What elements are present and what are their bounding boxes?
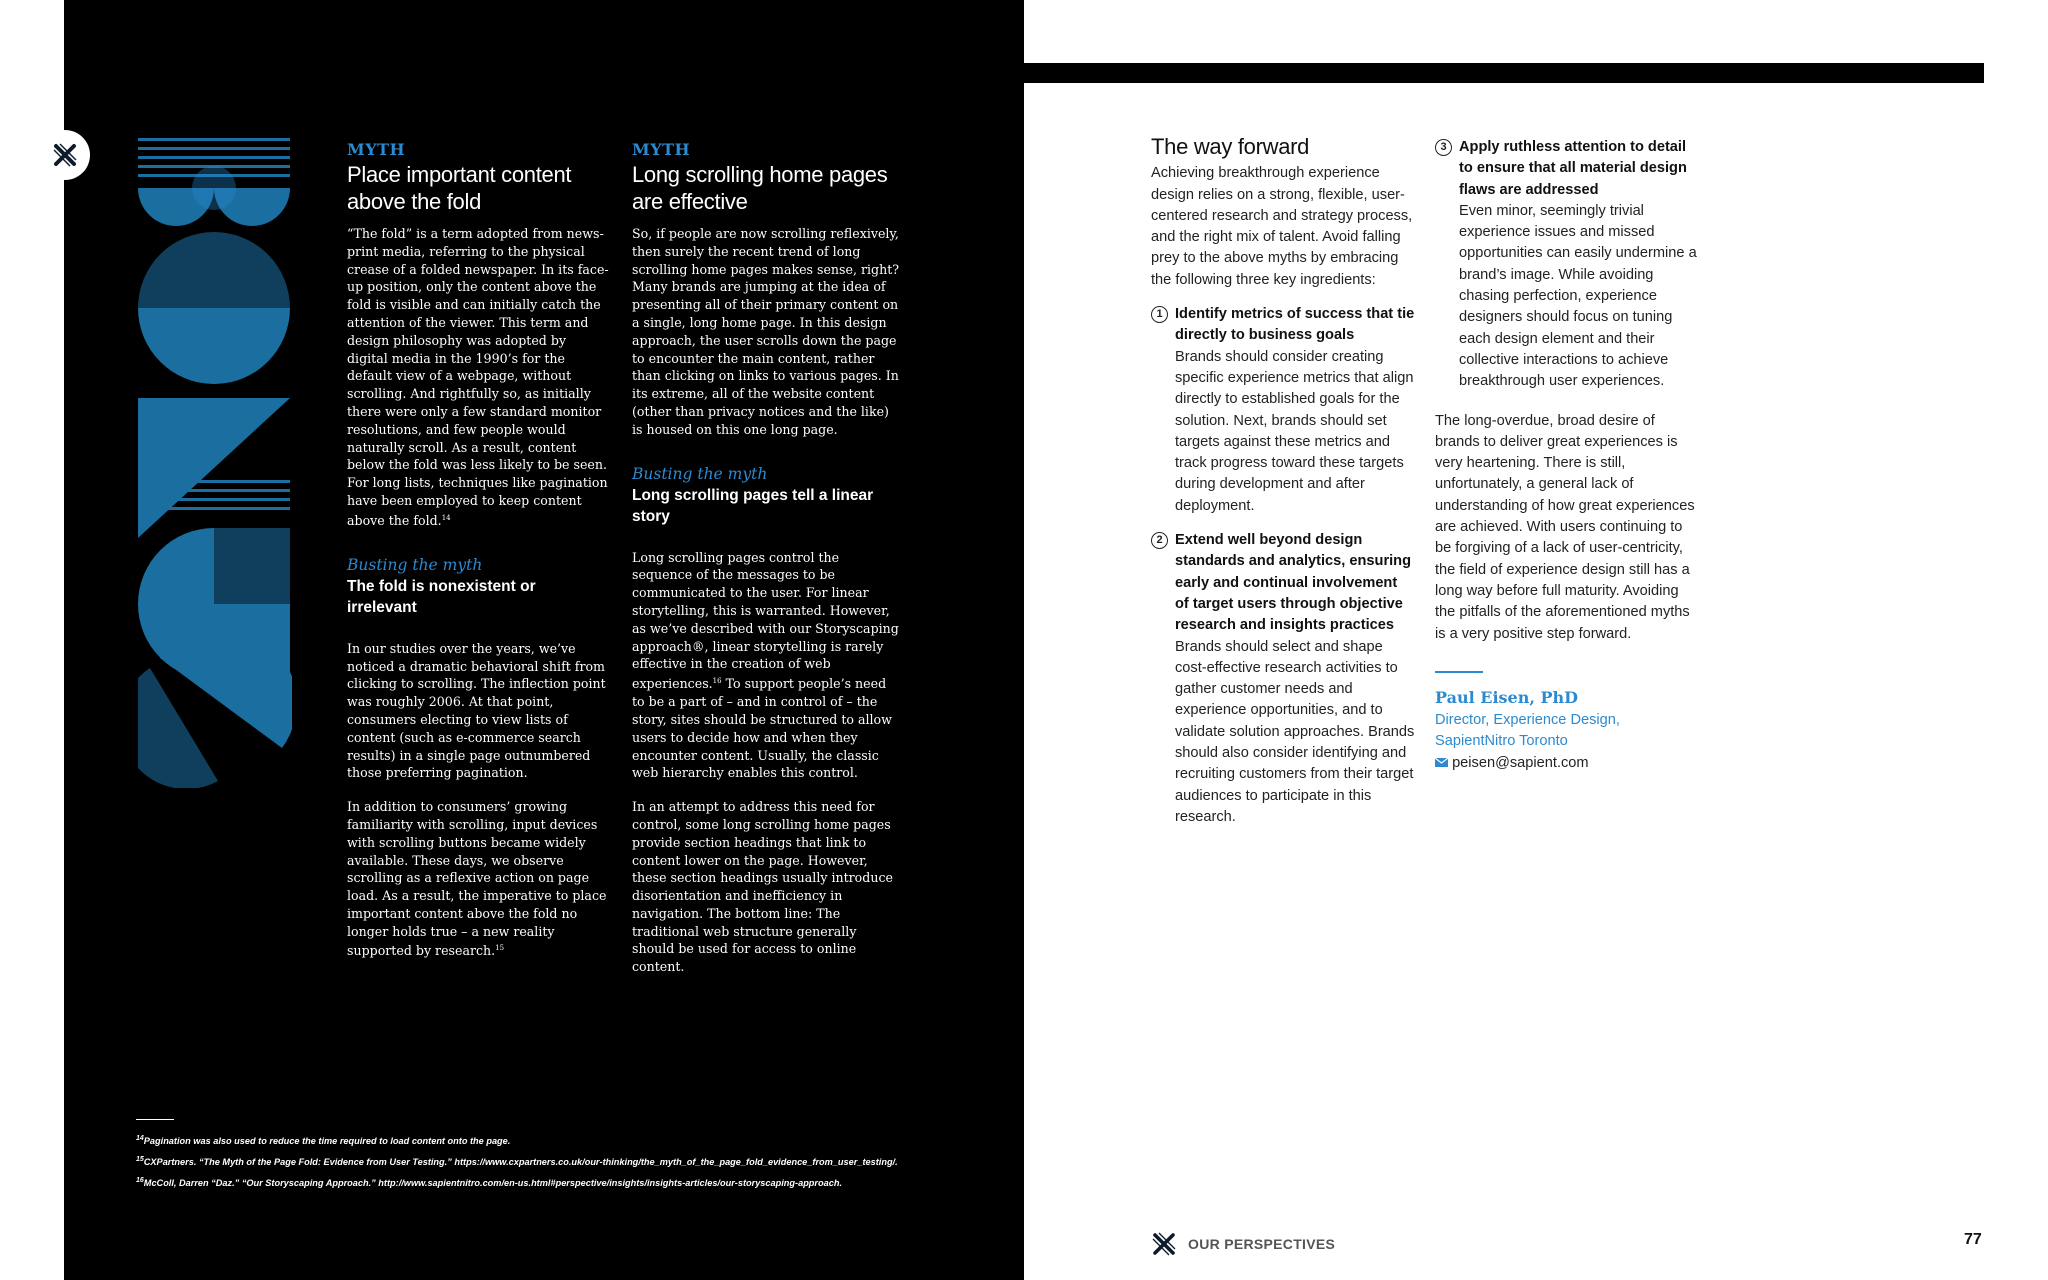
author-role-line1: Director, Experience Design, (1435, 712, 1620, 729)
page-number: 77 (1964, 1231, 1982, 1248)
way-forward-column-2 (1435, 137, 1697, 774)
footnote-text[interactable]: McColl, Darren “Daz.” “Our Storyscaping Approach.” http://www.sapientnitro.com/en-us.html#perspective/insights/insights-articles/our-storyscaping-approach. (143, 1178, 842, 1189)
myth2-bust-title: Long scrolling pages tell a linear story (632, 486, 874, 525)
author-name: Paul Eisen, PhD (1435, 687, 1579, 707)
myth1-body-text: “The fold” is a term adopted from news-print media, referring to the physical crease of a folded newspaper. In its face-up position, only the content above the fold is visible and can initially catch the attention of the viewer. This term and design philosophy was adopted by digital media in the 1990’s for the default view of a webpage, without scrolling. And rightfully so, as initially there were only a few standard monitor resolutions, and few people would naturally scroll. As a result, content below the fold was less likely to be seen. For long lists, techniques like pagination have been employed to keep content above the fold. (347, 226, 609, 528)
myth2-column (632, 140, 900, 976)
author-role (1435, 710, 1697, 753)
closing-paragraph: The long-overdue, broad desire of brands to deliver great experiences is very heartening. There is still, unfortunately, a general lack of understanding of how great experiences are achieved. With users continuing to be forgiving of a lack of user-centricity, the field of experience design still has a long way before full maturity. Avoiding the pitfalls of the aforementioned myths is a very positive step forward. (1435, 412, 1695, 642)
footnote (136, 1153, 906, 1169)
myth1-title-line1: Place important content (347, 162, 572, 187)
ingredient-1-body: Brands should consider creating specific experience metrics that align directly to established goals for the solution. Next, brands should set targets against these metrics and track progress toward these targets during development and after deployment. (1175, 348, 1414, 514)
myth2-title-line2: are effective (632, 189, 748, 214)
footnote-text: Pagination was also used to reduce the time required to load content onto the page. (143, 1136, 511, 1147)
ingredient-3-body: Even minor, seemingly trivial experience issues and missed opportunities can easily undermine a brand’s image. While avoiding chasing perfection, experience designers should focus on tuning each design element and their collective interactions to achieve breakthrough user experiences. (1459, 202, 1697, 390)
envelope-icon (1435, 758, 1448, 767)
ingredient-2 (1151, 530, 1415, 828)
ingredient-2-title: Extend well beyond design standards and analytics, ensuring early and continual involvement of target users through objective research and insights practices (1175, 532, 1412, 634)
footnote-text[interactable]: CXPartners. “The Myth of the Page Fold: Evidence from User Testing.” https://www.cxpartners.co.uk/our-thinking/the_myth_of_the_page_fold_evidence_from_user_testing/. (143, 1157, 898, 1168)
decorative-graphic (138, 138, 292, 788)
myth1-title (347, 161, 609, 215)
myth2-title-line1: Long scrolling home pages (632, 162, 888, 187)
myth1-label: MYTH (347, 140, 406, 159)
myth2-title (632, 161, 900, 215)
myth1-body (347, 225, 609, 530)
myth1-column (347, 140, 609, 960)
author-email-link[interactable]: peisen@sapient.com (1452, 754, 1589, 771)
myth2-bust-p1a: Long scrolling pages control the sequence of the messages to be communicated to the user. For linear storytelling, this is warranted. However, as we’ve described with our Storyscaping approach®, linear storytelling is rarely effective in the creation of web experiences. (632, 549, 899, 692)
footnote-ref-16[interactable]: 16 (712, 677, 722, 686)
footnote-number: 14 (136, 1135, 144, 1142)
logo-badge (40, 130, 90, 180)
way-forward-intro: Achieving breakthrough experience design relies on a strong, flexible, user-centered research and strategy process, and the right mix of talent. Avoid falling prey to the above myths by embracing the following three key ingredients: (1151, 165, 1413, 288)
myth1-bust-p2 (347, 798, 609, 960)
myth1-bust-label: Busting the myth (347, 555, 483, 574)
myth2-bust-p1 (632, 549, 900, 783)
x-logo-icon (1150, 1230, 1178, 1258)
myth1-title-line2: above the fold (347, 189, 482, 214)
ingredient-2-body: Brands should select and shape cost-effective research activities to gather customer needs and experience opportunities, and to validate solution approaches. Brands should also consider identifying and recruiting customers from their target audiences to participate in this research. (1175, 638, 1415, 825)
myth1-bust-title: The fold is nonexistent or irrelevant (347, 577, 536, 616)
number-1-icon: 1 (1151, 306, 1168, 323)
footnote-ref-14[interactable]: 14 (441, 513, 451, 522)
header-bar (1024, 63, 1984, 83)
way-forward-title: The way forward (1151, 134, 1310, 159)
x-logo-icon (40, 130, 90, 180)
ingredient-1-title: Identify metrics of success that tie directly to business goals (1175, 306, 1415, 344)
myth2-bust-p2: In an attempt to address this need for control, some long scrolling home pages provide section headings that link to content lower on the page. However, these section headings usually introduce disorientation and inefficiency in navigation. The bottom line: The traditional web structure generally should be used for access to online content. (632, 799, 893, 975)
author-divider (1435, 671, 1483, 673)
myth1-bust-p1: In our studies over the years, we’ve noticed a dramatic behavioral shift from clicking to scrolling. The inflection point was roughly 2006. At that point, consumers electing to view lists of content (such as e-commerce search results) in a single page outnumbered those preferring pagination. (347, 640, 606, 781)
footnote (136, 1132, 906, 1148)
footer-section-label: OUR PERSPECTIVES (1188, 1236, 1336, 1252)
myth2-body: So, if people are now scrolling reflexively, then surely the recent trend of long scrolling home pages makes sense, right? Many brands are jumping at the idea of presenting all of their primary content on a single, long home page. In this design approach, the user scrolls down the page to encounter the main content, rather than clicking on links to various pages. In its extreme, all of the website content (other than privacy notices and the like) is housed on this one long page. (632, 226, 900, 437)
number-2-icon: 2 (1151, 532, 1168, 549)
myth2-bust-label: Busting the myth (632, 464, 768, 483)
number-3-icon: 3 (1435, 139, 1452, 156)
myth1-bust-p2-text: In addition to consumers’ growing familiarity with scrolling, input devices with scrolling buttons became widely available. These days, we observe scrolling as a reflexive action on page load. As a result, the imperative to place important content above the fold no longer holds true – a new reality supported by research. (347, 799, 607, 959)
ingredient-3-title: Apply ruthless attention to detail to ensure that all material design flaws are addressed (1459, 139, 1687, 198)
myth2-bust-p1b: To support people’s need to be a part of – and in control of – the story, sites should be structured to allow users to decide how and when they encounter content. Usually, the classic web hierarchy enables this control. (632, 676, 892, 781)
author-role-line2: SapientNitro Toronto (1435, 733, 1568, 750)
footnote-divider (136, 1119, 174, 1120)
footnote (136, 1174, 906, 1190)
way-forward-column (1151, 136, 1415, 828)
footnote-ref-15[interactable]: 15 (495, 944, 505, 953)
author-email (1435, 753, 1697, 774)
myth2-label: MYTH (632, 140, 691, 159)
footnote-number: 16 (136, 1177, 144, 1185)
ingredient-1 (1151, 304, 1415, 517)
ingredient-3 (1435, 137, 1697, 393)
footnotes (136, 1132, 906, 1195)
footnote-number: 15 (136, 1156, 144, 1164)
